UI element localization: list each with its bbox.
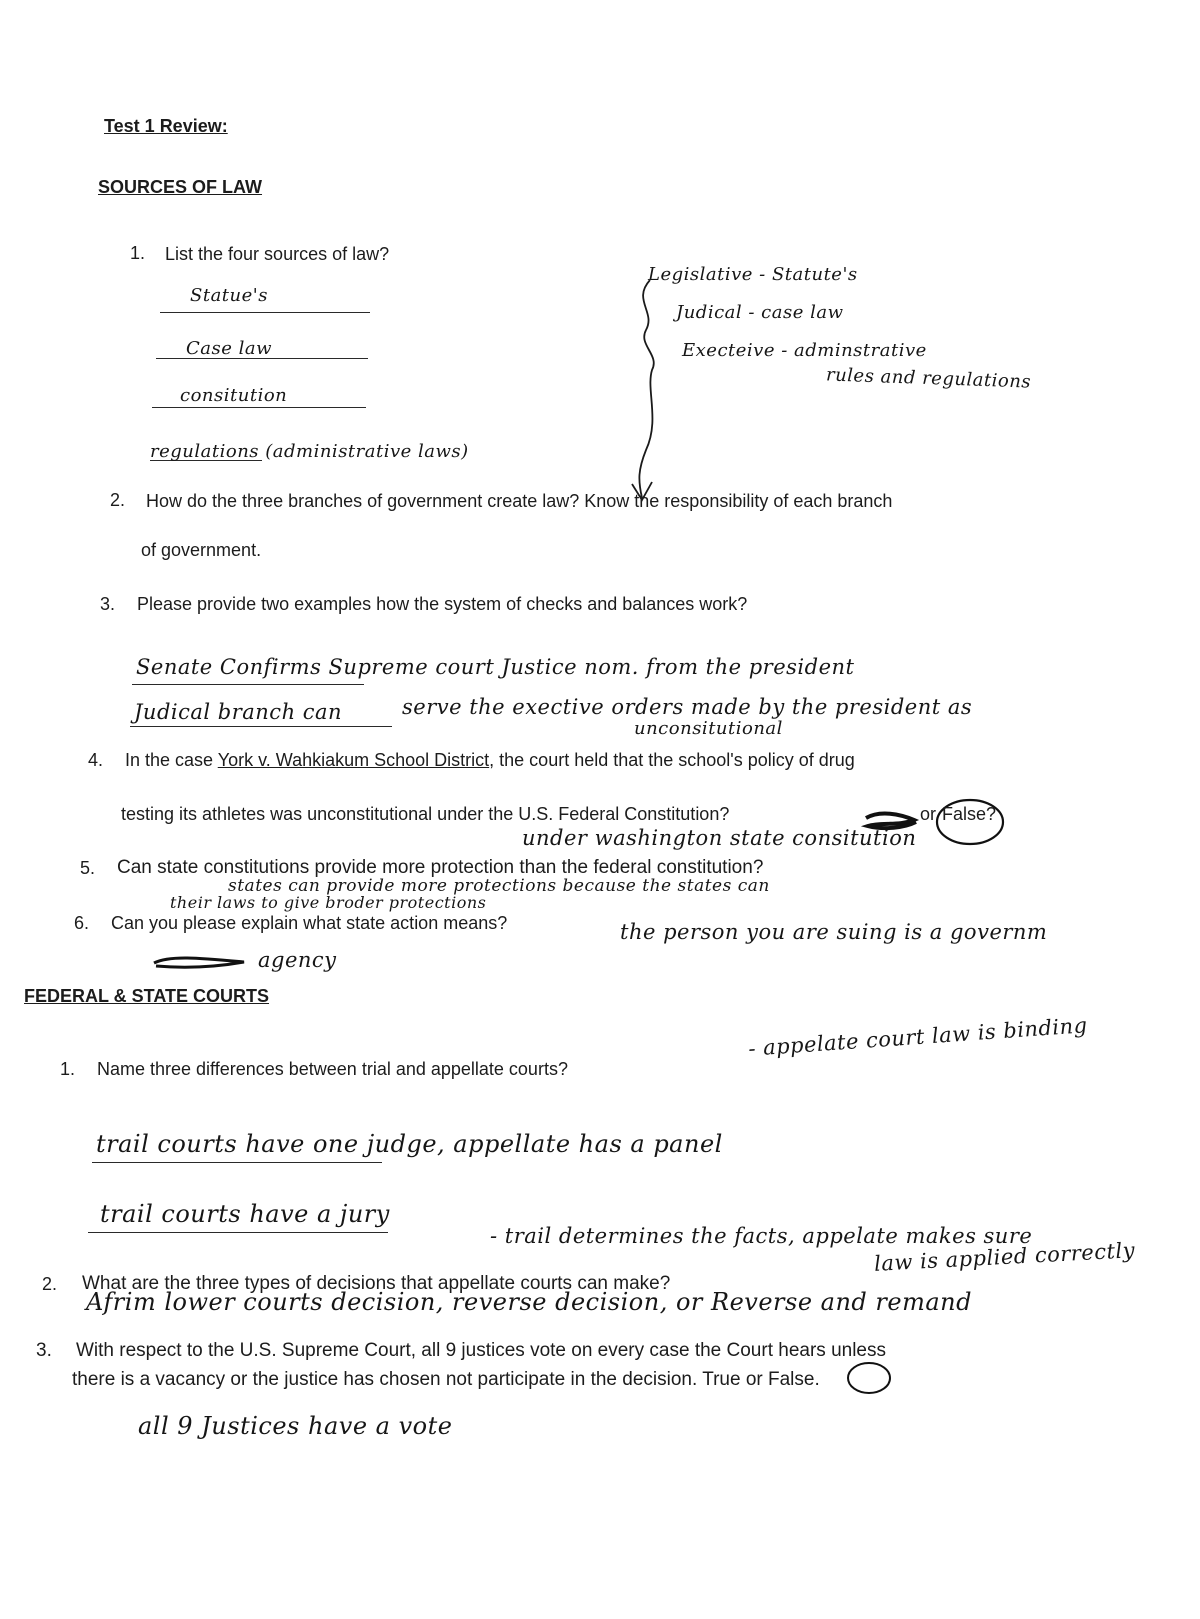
handwritten-note: Legislative - Statute's (648, 264, 858, 285)
handwritten-answer: regulations (administrative laws) (150, 441, 469, 462)
handwritten-answer: unconsitutional (634, 718, 783, 739)
question-text: How do the three branches of government create law? Know the responsibility of each branch (146, 491, 893, 511)
answer-choice-false: False? (942, 804, 997, 824)
handwritten-answer: under washington state consitution (522, 826, 917, 850)
handwritten-answer: the person you are suing is a governm (620, 920, 1048, 944)
handwritten-answer: all 9 Justices have a vote (138, 1412, 453, 1440)
question-text: or (920, 804, 937, 824)
question-number: 1. (130, 243, 146, 263)
question-text (125, 750, 855, 771)
handwritten-note: Judical - case law (676, 302, 844, 323)
answer-line (132, 684, 364, 685)
question-text-part: or False. (740, 1369, 820, 1390)
handwritten-answer: trail courts have one judge, appellate has a panel (96, 1130, 723, 1158)
question-number: 2. (110, 490, 126, 510)
handwritten-note: Execteive - adminstrative (682, 340, 927, 361)
question-number: 3. (100, 594, 116, 614)
handwritten-note: rules and regulations (825, 364, 1032, 393)
handwritten-note: - appelate court law is binding (747, 1013, 1089, 1061)
question-text: What are the three types of decisions that appellate courts can make? (82, 1273, 671, 1294)
brace-curve (639, 280, 653, 498)
question-number: 1. (60, 1059, 76, 1079)
question-number: 3. (36, 1340, 52, 1361)
question-text: List the four sources of law? (165, 244, 390, 264)
handwritten-answer: their laws to give broder protections (170, 893, 487, 912)
handwritten-answer: agency (258, 948, 337, 972)
question-number: 2. (42, 1274, 58, 1294)
handwritten-answer: Senate Confirms Supreme court Justice nom. from the president (136, 655, 855, 679)
handwritten-answer: trail courts have a jury (100, 1200, 390, 1228)
answer-line (92, 1162, 382, 1163)
question-number: 4. (88, 750, 104, 770)
handwritten-answer: serve the exective orders made by the president as (402, 695, 973, 719)
answer-line (130, 726, 392, 727)
question-text: Please provide two examples how the system of checks and balances work? (137, 594, 748, 614)
handwritten-answer: Case law (186, 338, 273, 359)
question-text: Can state constitutions provide more protection than the federal constitution? (117, 857, 764, 878)
question-text: With respect to the U.S. Supreme Court, all 9 justices vote on every case the Court hears unless (76, 1340, 886, 1361)
question-text: Name three differences between trial and appellate courts? (97, 1059, 568, 1079)
handwritten-answer: Afrim lower courts decision, reverse decision, or Reverse and remand (86, 1288, 972, 1316)
handwritten-answer: consitution (180, 385, 288, 406)
handwritten-answer: Statue's (190, 285, 268, 306)
answer-choice-true: True (702, 1369, 741, 1390)
question-text (72, 1369, 820, 1391)
question-text: testing its athletes was unconstitutional under the U.S. Federal Constitution? (121, 804, 730, 824)
section-heading-courts: FEDERAL & STATE COURTS (24, 986, 270, 1006)
question-text-part: In the case (125, 750, 218, 770)
page-title: Test 1 Review: (104, 116, 228, 136)
question-number: 5. (80, 858, 96, 878)
handwritten-answer: - trail determines the facts, appelate makes sure (490, 1224, 1033, 1248)
scribble-out (154, 958, 244, 967)
handwritten-answer: Judical branch can (134, 700, 343, 724)
case-name: York v. Wahkiakum School District (217, 750, 490, 770)
section-heading-sources: SOURCES OF LAW (98, 177, 263, 197)
question-text: Can you please explain what state action means? (111, 913, 508, 933)
handwritten-answer: law is applied correctly (873, 1238, 1136, 1276)
question-text: of government. (141, 540, 262, 560)
question-number: 6. (74, 913, 90, 933)
question-text-part: there is a vacancy or the justice has chosen not participate in the decision. (72, 1369, 703, 1390)
answer-line (88, 1232, 388, 1233)
question-text-part: , the court held that the school's policy of drug (489, 750, 855, 770)
answer-circle (848, 1363, 890, 1393)
handwritten-answer: states can provide more protections because the states can (228, 876, 770, 896)
